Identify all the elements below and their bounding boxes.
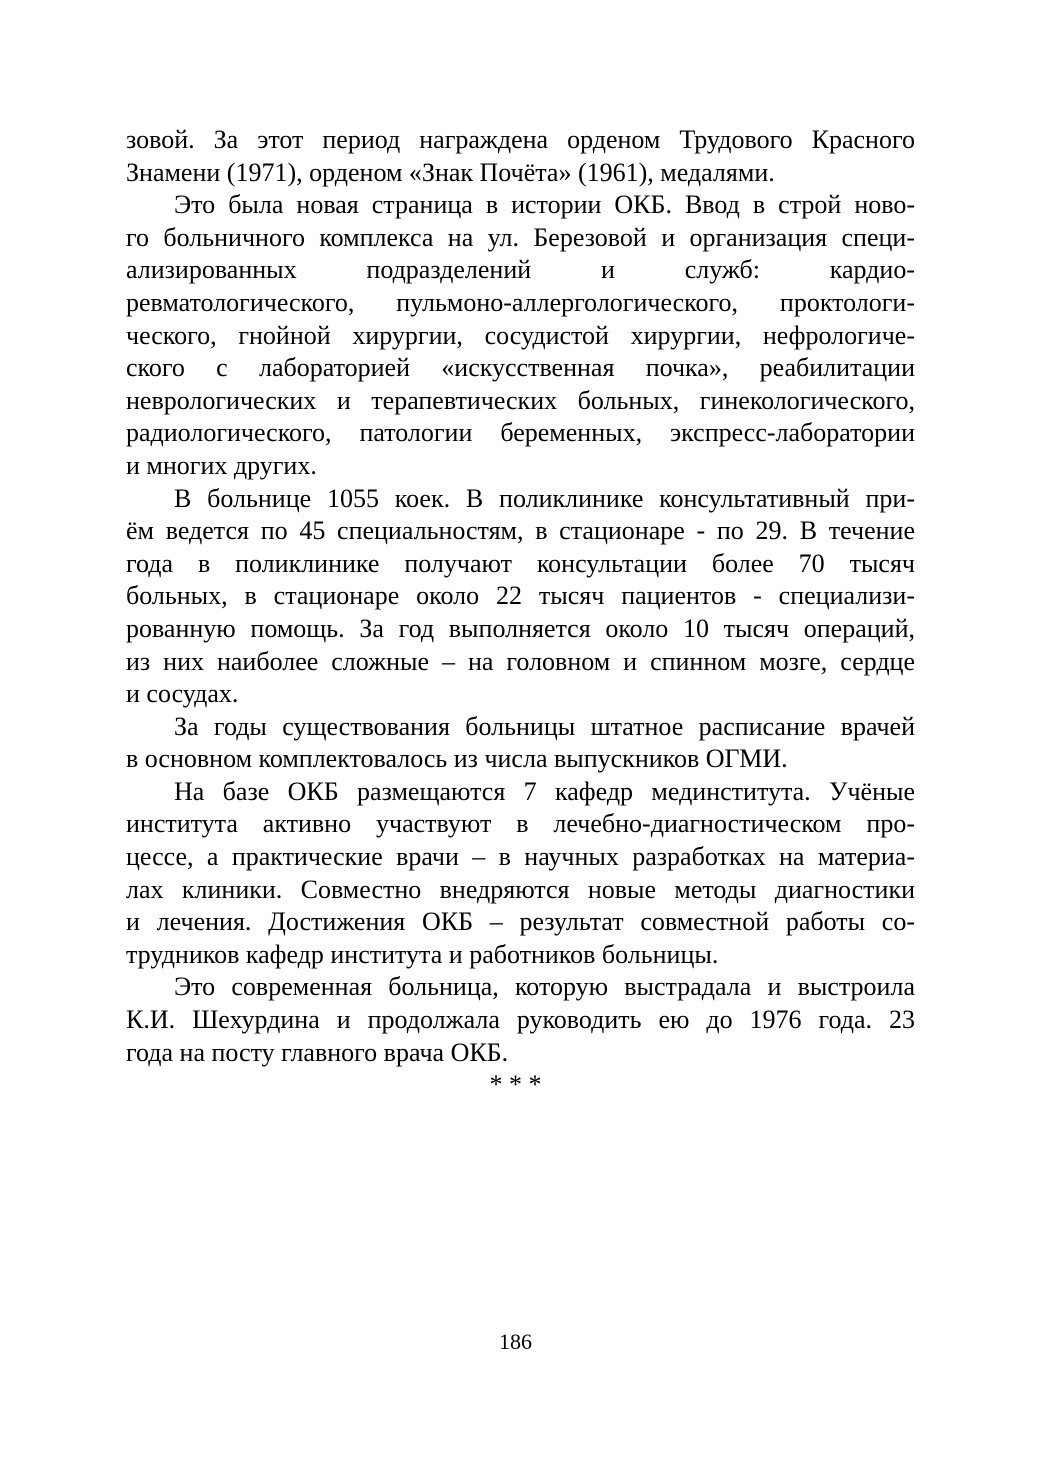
text-line: ческого, гнойной хирургии, сосудистой хирургии, нефрологиче- — [126, 320, 915, 350]
text-line: лах клиники. Совместно внедряются новые методы диагностики — [126, 874, 915, 904]
page-number: 186 — [499, 1329, 532, 1354]
paragraph-first-line: Это современная больница, которую выстрадала и выстроила — [174, 972, 915, 1002]
text-line: ём ведется по 45 специальностям, в стационаре - по 29. В течение — [126, 516, 915, 546]
text-line: трудников кафедр института и работников больницы. — [126, 939, 719, 969]
text-line: Знамени (1971), орденом «Знак Почёта» (1961), медалями. — [126, 157, 775, 187]
text-line: К.И. Шехурдина и продолжала руководить ею до 1976 года. 23 — [126, 1005, 915, 1035]
paragraph-first-line: За годы существования больницы штатное расписание врачей — [174, 711, 915, 741]
paragraph-first-line: Это была новая страница в истории ОКБ. Ввод в строй ново- — [174, 190, 915, 220]
section-separator: * * * — [489, 1070, 542, 1100]
text-line: рованную помощь. За год выполняется около 10 тысяч операций, — [126, 613, 915, 643]
text-line: года в поликлинике получают консультации более 70 тысяч — [126, 548, 915, 578]
text-line: неврологических и терапевтических больных, гинекологического, — [126, 385, 915, 415]
paragraph-first-line: На базе ОКБ размещаются 7 кафедр мединститута. Учёные — [174, 776, 915, 806]
text-line: больных, в стационаре около 22 тысяч пациентов - специализи- — [126, 581, 915, 611]
text-line: из них наиболее сложные – на головном и спинном мозге, сердце — [126, 646, 915, 676]
text-line: и многих других. — [126, 450, 317, 480]
text-line: зовой. За этот период награждена орденом Трудового Красного — [126, 125, 915, 154]
text-line: в основном комплектовалось из числа выпускников ОГМИ. — [126, 744, 788, 774]
text-line: ализированных подразделений и служб: кардио- — [126, 255, 915, 285]
text-line: ского с лабораторией «искусственная почка», реабилитации — [126, 353, 915, 383]
text-line: ревматологического, пульмоно-аллергологического, проктологи- — [126, 287, 915, 317]
body-text — [126, 124, 915, 1102]
paragraph-first-line: В больнице 1055 коек. В поликлинике консультативный при- — [174, 483, 915, 513]
text-line: го больничного комплекса на ул. Березовой и организация специ- — [126, 222, 915, 252]
text-line: института активно участвуют в лечебно-диагностическом про- — [126, 809, 915, 839]
text-line: года на посту главного врача ОКБ. — [126, 1037, 509, 1067]
text-line: радиологического, патологии беременных, экспресс-лаборатории — [126, 418, 915, 448]
text-line: и лечения. Достижения ОКБ – результат совместной работы со- — [126, 907, 915, 937]
text-line: цессе, а практические врачи – в научных разработках на материа- — [126, 842, 915, 872]
text-line: и сосудах. — [126, 679, 239, 709]
